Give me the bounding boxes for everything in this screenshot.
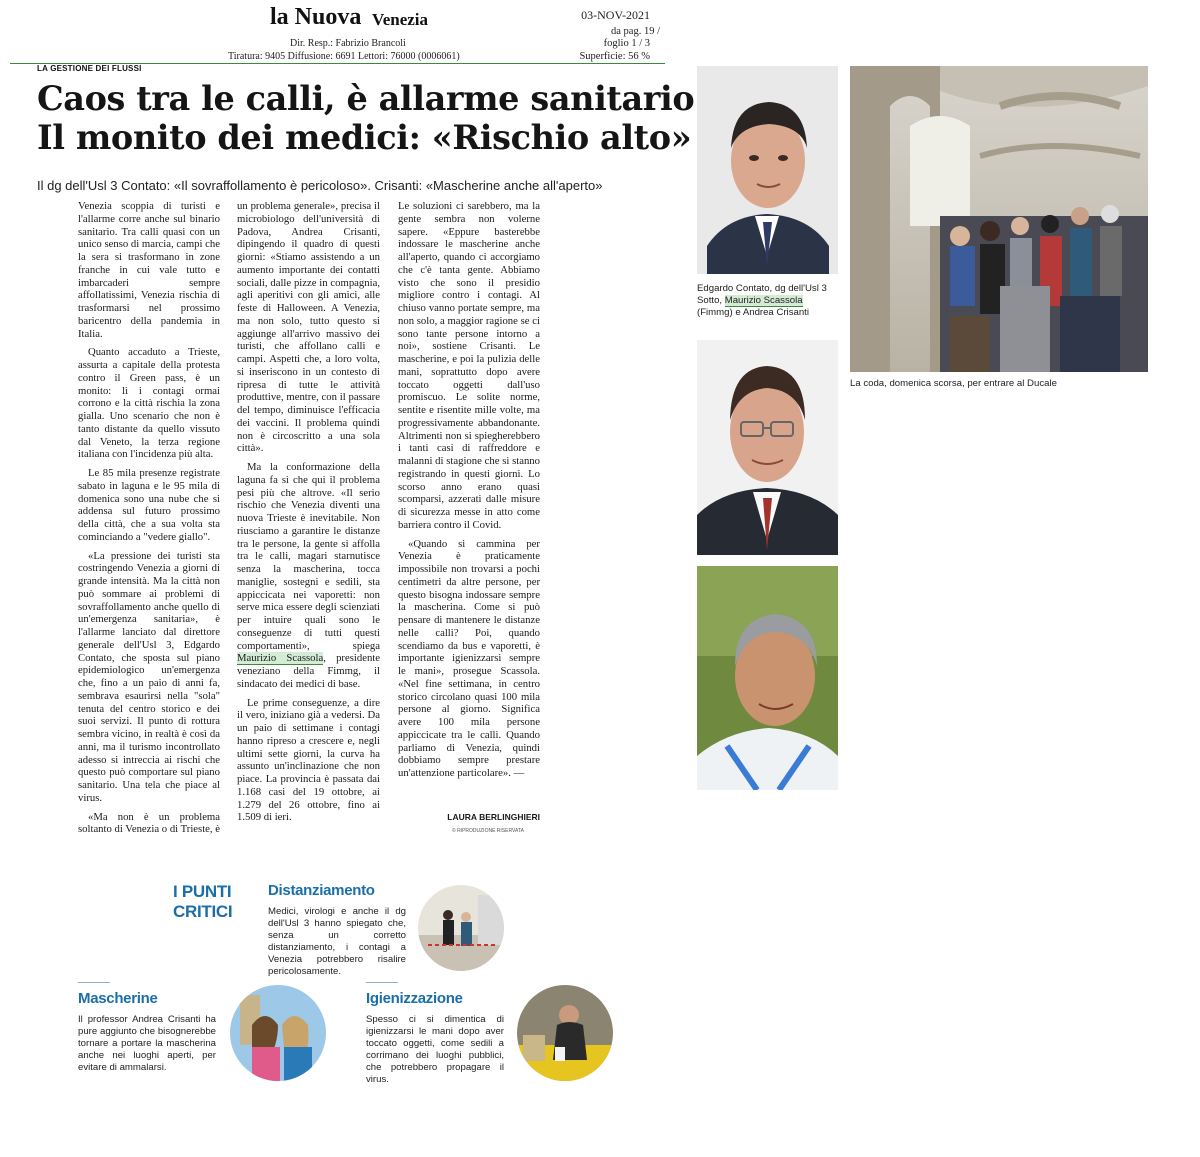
caption-line	[697, 295, 842, 307]
distanziamento-photo	[418, 885, 504, 971]
article-column-3	[398, 200, 540, 786]
paragraph: Le 85 mila presenze registrate sabato in laguna e le 95 mila di domenica sono una nube che si addensa sul futuro prossimo della città, che a sua volta sta cominciando a "vedere giallo".	[78, 467, 220, 543]
paragraph: Le prime conseguenze, a dire il vero, iniziano già a vedersi. Da un paio di settimane i contagi hanno ripreso a crescere e, negli ultimi sette giorni, la curva ha assunto un'inclinazione che non piace. La provincia è passata dai 1.168 casi del 19 ottobre, ai 1.279 del 26 ottobre, fino ai 1.509 di ieri.	[237, 696, 380, 824]
caption-line: Edgardo Contato, dg dell'Usl 3	[697, 283, 827, 294]
portraits-caption	[697, 283, 842, 319]
mascherine-photo	[230, 985, 326, 1081]
igienizzazione-text: Spesso ci si dimentica di igienizzarsi le mani dopo aver toccato oggetti, come sedili a corrimano dei luoghi pubblici, che potrebbero propagare il virus.	[366, 1014, 504, 1085]
paragraph-text: Ma la conformazione della laguna fa sì che qui il problema pesi più che altrove. «Il serio rischio che Venezia diventi una nuova Trieste è inevitabile. Non riusciamo a garantire le distanze tra le persone, la gente si affolla tra le calli, magari starnutisce senza la mascherina, tocca maniglie, sostegni e sedili, sta appiccicata nei vaporetti: non serve mica essere degli scienziati per intuire quali sono le conseguenze di tutti questi comportamenti», spiega	[237, 461, 380, 652]
distanziamento-text: Medici, virologi e anche il dg dell'Usl 3 hanno spiegato che, senza un corretto distanziamento, i contagi a Venezia potrebbero risalire pericolosamente.	[268, 906, 406, 977]
crowd-photo	[850, 66, 1148, 372]
masthead-surface: Superficie: 56 %	[579, 51, 650, 62]
masthead-circulation: Tiratura: 9405 Diffusione: 6691 Lettori: 76000 (0006061)	[228, 51, 460, 62]
paragraph	[237, 461, 380, 691]
distanziamento-title: Distanziamento	[268, 882, 375, 899]
article-column-2	[237, 200, 380, 830]
divider	[366, 982, 398, 983]
paragraph: un problema generale», precisa il microbiologo dell'università di Padova, Andrea Crisanti, dipingendo il quadro di questi giorni: «Stiamo assistendo a un aumento importante dei contatti sociali, dalle pizze in compagnia, agli aperitivi con gli amici, alle feste di Halloween. A Venezia, ma non solo, tutto questo si aggiunge all'arrivo massivo dei turisti, che affollano calli e campi. Aspetti che, a loro volta, si inseriscono in un contesto di ripresa di tutte le attività produttive, mentre, con il passare del tempo, diminuisce l'efficacia dei vaccini. Il problema quindi non è circoscritto a una sola città».	[237, 200, 380, 455]
caption-line: (Fimmg) e Andrea Crisanti	[697, 307, 809, 318]
headline-line-1: Caos tra le calli, è allarme sanitario	[37, 79, 695, 118]
masthead-name: la Nuova	[270, 4, 362, 30]
divider	[78, 982, 110, 983]
paragraph: «La pressione dei turisti sta costringendo Venezia a giorni di grande intensità. Ma la città non può sommare ai problemi di sovraffollamento anche quello di un'emergenza sanitaria», è l'allarme lanciato dal direttore generale dell'Usl 3, Edgardo Contato, che sposta sul piano epidemiologico un'emergenza che, fino a un paio di anni fa, sembrava esaurirsi nella "sola" tenuta del centro storico e dei suoi servizi. Il punto di rottura sembra vicino, in realtà è così da anni, ma il turismo incontrollato adesso si intreccia ai rischi che questo può comportare sul piano sanitario. Una tela che piace al virus.	[78, 549, 220, 804]
mascherine-title: Mascherine	[78, 990, 158, 1007]
caption-text: Sotto,	[697, 295, 725, 306]
igienizzazione-photo	[517, 985, 613, 1081]
highlighted-name: Maurizio Scassola	[237, 652, 324, 665]
mascherine-text: Il professor Andrea Crisanti ha pure aggiunto che bisognerebbe tornare a portare la mascherina anche nei luoghi aperti, per evitare di ammalarsi.	[78, 1014, 216, 1073]
paragraph: Quanto accaduto a Trieste, assurta a capitale della protesta contro il Green pass, è un monito: lì i contagi ormai corrono e la città rischia la zona gialla. Uno scenario che non è tanto distante da quello vissuto dal Veneto, la terza regione italiana con l'incidenza più alta.	[78, 346, 220, 461]
igienizzazione-title: Igienizzazione	[366, 990, 463, 1007]
paragraph-text: , presidente veneziano della Fimmg, il sindacato dei medici di base.	[237, 652, 381, 690]
paragraph: Le soluzioni ci sarebbero, ma la gente sembra non volerne sapere. «Eppure basterebbe indossare le mascherine anche all'aperto, quando ci accorgiamo che c'è tanta gente. Abbiamo visto che sono il presidio migliore contro i contagi. Al chiuso vanno portate sempre, ma non solo, a maggior ragione se ci sono tante persone intorno a noi», sostiene Crisanti. Le mascherine, e poi la pulizia delle mani, soprattutto dopo avere toccato oggetti dall'uso promiscuo. Le solite norme, sentite e risentite mille volte, ma progressivamente abbandonante. Altrimenti non si spiegherebbero i tanti casi di raffreddore e malanni di stagione che si stanno registrando in questi giorni. Lo scorso anno erano quasi scomparsi, azzerati dalle misure di sicurezza messe in atto come barriera contro il Covid.	[398, 200, 540, 531]
portrait-scassola-photo	[697, 340, 838, 555]
masthead-city: Venezia	[372, 10, 429, 29]
headline-line-2: Il monito dei medici: «Rischio alto»	[37, 118, 692, 157]
article-column-1	[78, 200, 220, 842]
heading-line: CRITICI	[173, 902, 233, 921]
punti-critici-heading	[173, 882, 232, 922]
masthead-date: 03-NOV-2021	[581, 8, 650, 22]
masthead-page: da pag. 19 /	[611, 26, 660, 37]
portrait-contato-photo	[697, 66, 838, 274]
portrait-crisanti-photo	[697, 566, 838, 790]
subhead: Il dg dell'Usl 3 Contato: «Il sovraffollamento è pericoloso». Crisanti: «Mascherine anche all'aperto»	[37, 178, 603, 193]
paragraph: Venezia scoppia di turisti e l'allarme corre anche sul binario sanitario. Tra calli quasi con un unico senso di marcia, campi che la sera si trasformano in zone franche in cui vale tutto e imbarcaderi sempre affollatissimi, Venezia rischia di trasformarsi nel prossimo baricentro della pandemia in Italia.	[78, 200, 220, 340]
masthead-sheet: foglio 1 / 3	[603, 38, 650, 49]
byline: LAURA BERLINGHIERI	[447, 812, 540, 822]
highlighted-name: Maurizio Scassola	[724, 295, 803, 306]
paragraph: «Quando si cammina per Venezia è praticamente impossibile non trovarsi a pochi centimetri da altre persone, per questo bisogna indossare sempre la mascherina. Come si può pensare di mantenere le distanze nelle calli? Poi, quando scendiamo da bus e vaporetti, è importante igienizzarsi sempre le mani», prosegue Scassola. «Nel fine settimana, in centro storico circolano quasi 100 mila persone al giorno. Significa avere 100 mila persone appiccicate tra le calli. Quando parliamo di Venezia, quindi dobbiamo sempre prestare un'attenzione particolare». —	[398, 537, 540, 779]
heading-line: I PUNTI	[173, 882, 232, 901]
copyright: © RIPRODUZIONE RISERVATA	[452, 828, 524, 834]
crowd-caption: La coda, domenica scorsa, per entrare al Ducale	[850, 378, 1057, 389]
kicker: LA GESTIONE DEI FLUSSI	[37, 64, 142, 73]
paragraph: «Ma non è un problema soltanto di Venezia o di Trieste, è	[78, 810, 220, 836]
masthead-director: Dir. Resp.: Fabrizio Brancoli	[290, 38, 406, 49]
